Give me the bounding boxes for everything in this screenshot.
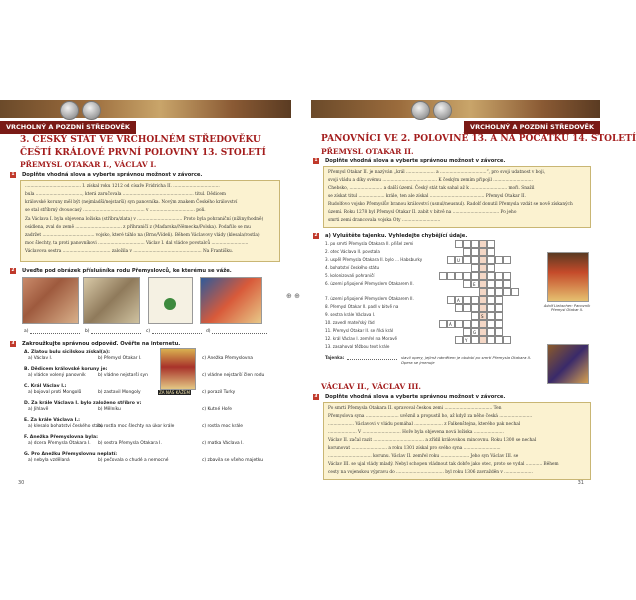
section-title: PANOVNÍCI VE 2. POLOVINĚ 13. A NA POČÁTKU 14. STOLETÍ bbox=[321, 134, 636, 144]
quiz-option[interactable]: a) Jihlavě bbox=[28, 407, 49, 412]
crossword-cell[interactable] bbox=[503, 256, 511, 264]
quiz-option[interactable]: a) Václav I. bbox=[28, 356, 53, 361]
fill-line[interactable]: smrti zemi drancovala vojska Oty ............................ bbox=[328, 218, 441, 223]
subsection-title: VÁCLAV II., VÁCLAV III. bbox=[321, 382, 421, 391]
answer-line[interactable] bbox=[212, 333, 267, 334]
header-band bbox=[0, 100, 291, 118]
quiz-option[interactable]: a) vládce volený panovník bbox=[28, 373, 86, 378]
crossword-cell[interactable] bbox=[439, 272, 447, 280]
fill-line[interactable]: se stal stříbrný dvouocasý ............................................. v ................................. poli. bbox=[25, 208, 206, 213]
crossword-cell[interactable] bbox=[479, 248, 487, 256]
section-title: ČEŠTÍ KRÁLOVÉ PRVNÍ POLOVINY 13. STOLETÍ bbox=[20, 148, 266, 158]
quiz-question: G. Pro Anežku Přemyslovnu neplatí: bbox=[24, 452, 118, 457]
crossword-cell[interactable] bbox=[487, 280, 495, 288]
clue: 10. zavedl mateřský řád bbox=[325, 320, 375, 325]
header-band bbox=[311, 100, 600, 118]
crossword-cell[interactable] bbox=[487, 240, 495, 248]
fill-line[interactable]: Za Václava I. byla objevena ložiska (stříbra/zlata) v ................................. Proto byla pohraniční (nížiny/hodně) bbox=[25, 217, 264, 222]
crossword-cell[interactable] bbox=[455, 336, 463, 344]
crossword-cell[interactable] bbox=[487, 296, 495, 304]
task-number: 2 bbox=[314, 233, 318, 238]
quiz-option[interactable]: c) porazil Turky bbox=[202, 390, 236, 395]
crossword-cell[interactable] bbox=[463, 256, 471, 264]
task-instruction: Doplňte vhodná slova a vyberte správnou možnost v závorce. bbox=[325, 394, 506, 400]
fill-line[interactable]: ..................... V ............................ Hoře byla objevena nová ložiska ...................... bbox=[328, 430, 504, 435]
clue: 8. Přemysl Otakar II. padl v bitvě na bbox=[325, 304, 399, 309]
fill-in-box bbox=[323, 402, 591, 480]
king-portrait-image bbox=[160, 348, 196, 390]
crossword-cell[interactable] bbox=[511, 288, 519, 296]
crossword-cell[interactable] bbox=[503, 288, 511, 296]
fill-line[interactable]: osídlena, zval do země .................................. z příhraničí z (Maďarska/Německa/Polska). Podařilo se mu bbox=[25, 225, 251, 230]
crossword-letter: Y bbox=[465, 338, 468, 343]
crossword-cell[interactable] bbox=[463, 248, 471, 256]
section-label: VRCHOLNÝ A POZDNÍ STŘEDOVĚK bbox=[0, 121, 136, 134]
fill-line[interactable]: královské koruny měl být (nejmladší/nejstarší) syn panovníka. Novým znakem Českého království bbox=[25, 200, 238, 205]
page-number: 30 bbox=[18, 480, 25, 486]
fill-line[interactable]: moc šlechty, ta proti panovníkovi .................................. Václav I. dal vládce povstalců ........................... bbox=[25, 241, 249, 246]
task-number: 3 bbox=[314, 394, 318, 399]
crossword-letter: S bbox=[481, 314, 484, 319]
subsection-title: PŘEMYSL OTAKAR II. bbox=[321, 147, 414, 156]
quiz-question: A. Zlatou bulu sicilskou získal(a): bbox=[24, 350, 110, 355]
fill-line[interactable]: korunovat .......................... a roku 1301 získal pro svého syna ........................... bbox=[328, 446, 501, 451]
portrait-caption: ZA NÁS KÁŽEM bbox=[159, 390, 191, 395]
crossword-cell[interactable] bbox=[455, 272, 463, 280]
coin-image bbox=[60, 101, 79, 120]
fill-line[interactable]: se získat titul ................... krále, ten ale získal ........................................ Přemysl Otakar II. bbox=[328, 194, 526, 199]
crossword-cell[interactable] bbox=[471, 272, 479, 280]
fresco-image bbox=[22, 277, 79, 324]
answer-label-d: d) bbox=[206, 329, 211, 334]
painting-image bbox=[200, 277, 262, 324]
quiz-option[interactable]: b) vládne nejstarší syn bbox=[98, 373, 148, 378]
quiz-question: F. Anežka Přemyslovna byla: bbox=[24, 435, 98, 440]
crossword-cell[interactable] bbox=[495, 312, 503, 320]
fill-line[interactable]: ......................................... I. získal roku 1212 od císaře Fridricha II. .................................. bbox=[25, 184, 220, 189]
crossword-cell[interactable] bbox=[479, 256, 487, 264]
fill-line[interactable]: zadržet ...................................... vojsko, které táhlo na (Brno/Vídeň). Během Václavovy vlády (klesala/rostla) bbox=[25, 233, 260, 238]
crossword-cell[interactable] bbox=[487, 312, 495, 320]
fill-line[interactable]: Po smrti Přemysla Otakara II. spravoval českou zemi ................................... Ten bbox=[328, 406, 502, 411]
green-seal-icon bbox=[164, 298, 176, 310]
chapter-title: 3. ČESKÝ STÁT VE VRCHOLNÉM STŘEDOVĚKU bbox=[20, 135, 261, 145]
clue: 6. území připojené Přemyslem Otakarem II. bbox=[325, 281, 414, 286]
fill-line[interactable]: cesty na vojenskou výpravu do ................................... byl roku 1306 zavražděn v ..................... bbox=[328, 470, 533, 475]
tajenka-hint: slavil opery, jejímž námětem je období po smrti Přemysla Otakara II. Opera se jmenuje bbox=[401, 355, 532, 365]
quiz-option[interactable]: c) rostla moc krále bbox=[202, 424, 243, 429]
crossword-cell[interactable] bbox=[463, 296, 471, 304]
page-number: 31 bbox=[577, 480, 584, 486]
fill-in-box bbox=[323, 166, 591, 228]
fill-line[interactable]: Václavova sestra ................................... založila v .................................................. Na Františku. bbox=[25, 249, 234, 254]
crossword-cell[interactable] bbox=[455, 240, 463, 248]
clue: 2. otec Václava II. povstala bbox=[325, 249, 380, 254]
crossword-cell[interactable] bbox=[463, 304, 471, 312]
crossword-cell[interactable] bbox=[487, 328, 495, 336]
task-instruction: Doplňte vhodná slova a vyberte správnou možnost v závorce. bbox=[325, 158, 506, 164]
answer-label-b: b) bbox=[85, 329, 90, 334]
crossword-cell[interactable] bbox=[471, 296, 479, 304]
task-number: 1 bbox=[314, 158, 318, 163]
manuscript-image bbox=[83, 277, 140, 324]
crossword-cell[interactable] bbox=[495, 272, 503, 280]
gutter-marks: ⊕ ⊕ bbox=[286, 292, 300, 300]
crossword-cell[interactable] bbox=[503, 280, 511, 288]
quiz-option[interactable]: b) zastavil Mongoly bbox=[98, 390, 141, 395]
clue: 5. kolonizovali pohraničí bbox=[325, 273, 375, 278]
task-instruction: a) Vyluštěte tajenku. Vyhledejte chybějící údaje. bbox=[325, 233, 468, 239]
quiz-option[interactable]: c) Anežka Přemyslovna bbox=[202, 356, 253, 361]
task-instruction: Doplňte vhodná slova a vyberte správnou možnost v závorce. bbox=[22, 172, 203, 178]
quiz-option[interactable]: c) matka Václava I. bbox=[202, 441, 244, 446]
crossword-cell[interactable] bbox=[463, 240, 471, 248]
quiz-question: B. Dědicem královské koruny je: bbox=[24, 367, 108, 372]
crossword-cell[interactable] bbox=[495, 288, 503, 296]
crossword-cell[interactable] bbox=[479, 288, 487, 296]
fill-line[interactable]: Rudolfovo vojsko Přemyslův branou království (usnul/neusnul). Radolf donutil Přemysla vzdát se nově získaných bbox=[328, 202, 573, 207]
crossword-cell[interactable] bbox=[471, 320, 479, 328]
quiz-option[interactable]: b) Mělníku bbox=[98, 407, 121, 412]
crossword-cell[interactable] bbox=[479, 280, 487, 288]
clue: 7. území připojené Přemyslem Otakarem II. bbox=[325, 296, 414, 301]
quiz-question: D. Za krále Václava I. bylo založeno stříbro v: bbox=[24, 401, 142, 406]
crossword-letter: Á bbox=[449, 322, 452, 327]
crossword-cell[interactable] bbox=[447, 296, 455, 304]
coin-image bbox=[82, 101, 101, 120]
crossword-cell[interactable] bbox=[479, 264, 487, 272]
answer-line[interactable] bbox=[152, 333, 202, 334]
crossword-letter: E bbox=[473, 282, 476, 287]
tajenka-answer-line[interactable] bbox=[347, 359, 397, 360]
clue: 9. sestra krále Václava I. bbox=[325, 312, 376, 317]
right-page bbox=[311, 100, 636, 486]
clue: 3. uspěl Přemysla Otakara II. bylo ... Habsburky bbox=[325, 257, 423, 262]
quiz-question: E. Za krále Václava I.: bbox=[24, 418, 81, 423]
crossword-cell[interactable] bbox=[471, 240, 479, 248]
crossword-cell[interactable] bbox=[495, 256, 503, 264]
quiz-option[interactable]: c) vládne nejstarší člen rodu bbox=[202, 373, 265, 378]
task-number: 2 bbox=[11, 268, 15, 273]
fill-line[interactable]: Přemyslova syna ........................ uvěznil a propustil ho, až když za něho česká ........................ bbox=[328, 414, 533, 419]
crossword-letter: A bbox=[457, 298, 460, 303]
answer-label-a: a) bbox=[24, 329, 29, 334]
crossword-cell[interactable] bbox=[471, 264, 479, 272]
clue: 12. král Václav I. zemřel na Moravě bbox=[325, 336, 398, 341]
crossword-letter: U bbox=[457, 258, 460, 263]
crossword-cell[interactable] bbox=[495, 304, 503, 312]
task-instruction: Uveďte pod obrázek příslušníka rodu Přemyslovců, ke kterému se váže. bbox=[22, 268, 232, 274]
quiz-question: C. Král Václav I.: bbox=[24, 384, 67, 389]
crossword-cell[interactable] bbox=[471, 248, 479, 256]
clue: 13. zasahoval těžbou text krále bbox=[325, 344, 390, 349]
left-page bbox=[0, 100, 291, 485]
crossword-letter: G bbox=[473, 330, 477, 335]
crossword-cell[interactable] bbox=[463, 328, 471, 336]
crossword-cell[interactable] bbox=[471, 304, 479, 312]
king-portrait-image bbox=[547, 252, 589, 302]
fill-line[interactable]: svoji vládu a díky svému ........................................ K českým zemím připojil ............................. bbox=[328, 178, 533, 183]
task-number: 1 bbox=[11, 172, 15, 177]
subsection-title: PŘEMYSL OTAKAR I., VÁCLAV I. bbox=[20, 160, 157, 169]
fill-line[interactable]: Chebsko, ........................ a další území. Český stát tak sahal až k ........................... moři. Snažil bbox=[328, 186, 535, 191]
answer-label-c: c) bbox=[146, 329, 151, 334]
coin-image bbox=[433, 101, 452, 120]
crossword-cell[interactable] bbox=[479, 304, 487, 312]
crossword-cell[interactable] bbox=[479, 328, 487, 336]
answer-line[interactable] bbox=[30, 333, 80, 334]
crossword-cell[interactable] bbox=[455, 304, 463, 312]
clue: 11. Přemysl Otakar II. se říká král bbox=[325, 328, 394, 333]
seal-document-image bbox=[148, 277, 193, 324]
fill-line[interactable]: Václav III. se ujal vlády mladý. Nebyl schopen vládnout tak dobře jako otec, proto se vydal ............ Během bbox=[328, 462, 559, 467]
crossword-cell[interactable] bbox=[463, 272, 471, 280]
crossword-grid[interactable] bbox=[431, 240, 543, 352]
crossword-cell[interactable] bbox=[495, 280, 503, 288]
crossword-cell[interactable] bbox=[455, 320, 463, 328]
opera-image bbox=[547, 344, 589, 384]
crossword-cell[interactable] bbox=[479, 336, 487, 344]
crossword-cell[interactable] bbox=[487, 320, 495, 328]
quiz-option[interactable]: a) nebyla vzdělaná bbox=[28, 458, 70, 463]
crossword-cell[interactable] bbox=[487, 248, 495, 256]
fill-line[interactable]: území. Roku 1278 byl Přemysl Otakar II. zabit v bitvě na .................................. Po jeho bbox=[328, 210, 517, 215]
crossword-cell[interactable] bbox=[471, 312, 479, 320]
crossword-cell[interactable] bbox=[495, 336, 503, 344]
crossword-cell[interactable] bbox=[479, 272, 487, 280]
crossword-cell[interactable] bbox=[447, 272, 455, 280]
section-label: VRCHOLNÝ A POZDNÍ STŘEDOVĚK bbox=[464, 121, 600, 134]
crossword-cell[interactable] bbox=[503, 272, 511, 280]
crossword-cell[interactable] bbox=[495, 320, 503, 328]
fill-line[interactable]: Václav II. začal razit ..................................... a zřídil královskou mincovnu. Roku 1300 se nechal bbox=[328, 438, 537, 443]
fill-line[interactable]: ................................ korunu. Václav II. zemřel roku ..................... Jeho syn Václav III. se bbox=[328, 454, 519, 459]
quiz-option[interactable]: a) klesalo bohatství českého státu bbox=[28, 424, 103, 429]
crossword-cell[interactable] bbox=[487, 288, 495, 296]
quiz-option[interactable]: a) bojoval proti Mongolů bbox=[28, 390, 82, 395]
fill-line[interactable]: Přemysl Otakar II. je nazýván „král ..................... a ..................................“, pro svoji udatnost v boji, bbox=[328, 170, 546, 175]
quiz-option[interactable]: c) Kutné Hoře bbox=[202, 407, 232, 412]
answer-line[interactable] bbox=[91, 333, 141, 334]
task-number: 3 bbox=[11, 341, 15, 346]
crossword-cell[interactable] bbox=[503, 336, 511, 344]
task-instruction: Zakroužkujte správnou odpověď. Ověřte na internetu. bbox=[22, 341, 181, 347]
crossword-cell[interactable] bbox=[471, 256, 479, 264]
crossword-cell[interactable] bbox=[487, 264, 495, 272]
crossword-cell[interactable] bbox=[479, 296, 487, 304]
crossword-cell[interactable] bbox=[471, 336, 479, 344]
crossword-cell[interactable] bbox=[447, 256, 455, 264]
crossword-cell[interactable] bbox=[487, 272, 495, 280]
tajenka-label: Tajenka: bbox=[325, 355, 345, 360]
crossword-cell[interactable] bbox=[495, 296, 503, 304]
quiz-option[interactable]: c) zbavila se všeho majetku bbox=[202, 458, 264, 463]
crossword-cell[interactable] bbox=[487, 256, 495, 264]
crossword-cell[interactable] bbox=[439, 320, 447, 328]
clue: 1. po smrti Přemysla Otakara II. přišel zemi bbox=[325, 241, 414, 246]
crossword-cell[interactable] bbox=[495, 328, 503, 336]
fill-line[interactable]: bula .................................., která zaručovala .................................................... titul. Dědicem bbox=[25, 192, 227, 197]
portrait-caption: Adolf Liebscher: Panovník Přemysl Otakar II. bbox=[543, 304, 591, 312]
crossword-cell[interactable] bbox=[479, 240, 487, 248]
fill-in-box bbox=[20, 180, 280, 262]
quiz-option[interactable]: b) pečovala o chudé a nemocné bbox=[98, 458, 169, 463]
quiz-option[interactable]: b) Přemysl Otakar I. bbox=[98, 356, 142, 361]
clue: 4. bohatství českého státu bbox=[325, 265, 380, 270]
crossword-cell[interactable] bbox=[463, 320, 471, 328]
quiz-option[interactable]: b) sestra Přemysla Otakara I. bbox=[98, 441, 162, 446]
quiz-option[interactable]: b) rostla moc šlechty na úkor krále bbox=[98, 424, 175, 429]
crossword-cell[interactable] bbox=[487, 336, 495, 344]
crossword-cell[interactable] bbox=[487, 304, 495, 312]
crossword-cell[interactable] bbox=[479, 320, 487, 328]
fill-line[interactable]: ................... Václavovi v vládu pomáhal ..................... z Falkenštejna, kterého pak nechal bbox=[328, 422, 521, 427]
quiz-option[interactable]: a) dcera Přemysla Otakara I. bbox=[28, 441, 91, 446]
crossword-cell[interactable] bbox=[463, 280, 471, 288]
coin-image bbox=[411, 101, 430, 120]
